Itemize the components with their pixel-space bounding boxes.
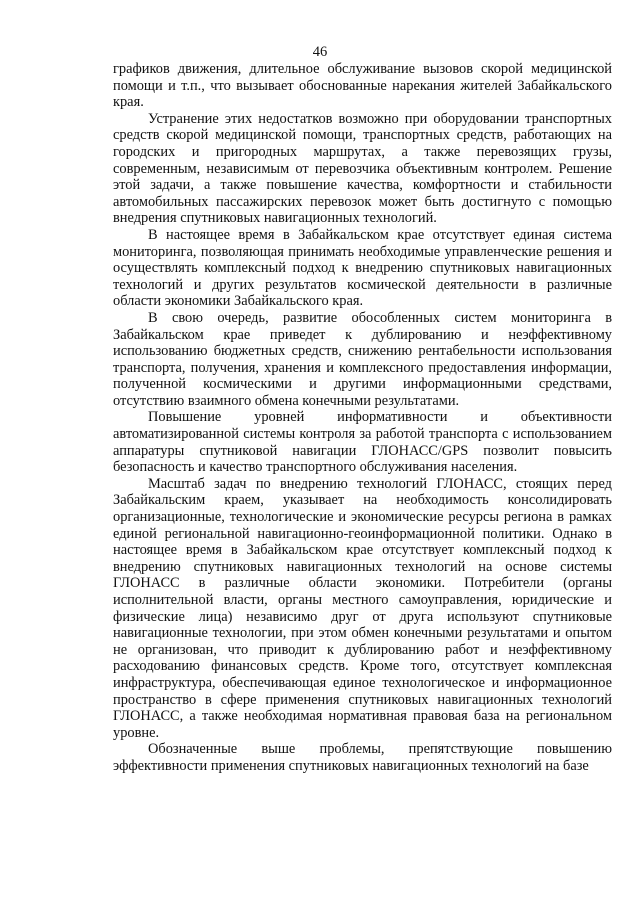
document-body — [113, 61, 612, 775]
paragraph: Масштаб задач по внедрению технологий ГЛОНАСС, стоящих перед Забайкальским краем, указывает на необходимость консолидировать организационные, технологические и экономические ресурсы региона в рамках единой региональной навигационно-геоинформационной политики. Однако в настоящее время в Забайкальском крае отсутствует комплексный подход к внедрению спутниковых навигационных технологий на основе системы ГЛОНАСС в различные области экономики. Потребители (органы исполнительной власти, органы местного самоуправления, юридические и физические лица) независимо друг от друга используют спутниковые навигационные технологии, при этом обмен конечными результатами и опытом не организован, что приводит к дублированию работ и неэффективному расходованию финансовых средств. Кроме того, отсутствует комплексная инфраструктура, обеспечивающая единое технологическое и информационное пространство в сфере применения спутниковых навигационных технологий ГЛОНАСС, а также необходимая нормативная правовая база на региональном уровне. — [113, 475, 612, 741]
paragraph: В свою очередь, развитие обособленных систем мониторинга в Забайкальском крае приведет к дублированию и неэффективному использованию бюджетных средств, снижению рентабельности использования транспорта, получения, хранения и комплексного предоставления информации, полученной космическими и другими информационными средствами, отсутствию взаимного обмена конечными результатами. — [113, 309, 612, 409]
paragraph: Повышение уровней информативности и объективности автоматизированной системы контроля за работой транспорта с использованием аппаратуры спутниковой навигации ГЛОНАСС/GPS позволит повысить безопасность и качество транспортного обслуживания населения. — [113, 409, 612, 476]
paragraph: Обозначенные выше проблемы, препятствующие повышению эффективности применения спутниковых навигационных технологий на базе — [113, 741, 612, 774]
page-number: 46 — [312, 44, 328, 60]
paragraph-continuation: графиков движения, длительное обслуживание вызовов скорой медицинской помощи и т.п., что вызывает обоснованные нарекания жителей Забайкальского края. — [113, 61, 612, 111]
paragraph: Устранение этих недостатков возможно при оборудовании транспортных средств скорой медицинской помощи, транспортных средств, работающих на городских и пригородных маршрутах, а также перевозящих грузы, современным, независимым от перевозчика объективным контролем. Решение этой задачи, а также повышение качества, комфортности и стабильности автомобильных пассажирских перевозок может быть достигнуто с помощью внедрения спутниковых навигационных технологий. — [113, 110, 612, 227]
paragraph: В настоящее время в Забайкальском крае отсутствует единая система мониторинга, позволяющая принимать необходимые управленческие решения и осуществлять комплексный подход к внедрению спутниковых навигационных технологий и других результатов космической деятельности в различные области экономики Забайкальского края. — [113, 226, 612, 310]
